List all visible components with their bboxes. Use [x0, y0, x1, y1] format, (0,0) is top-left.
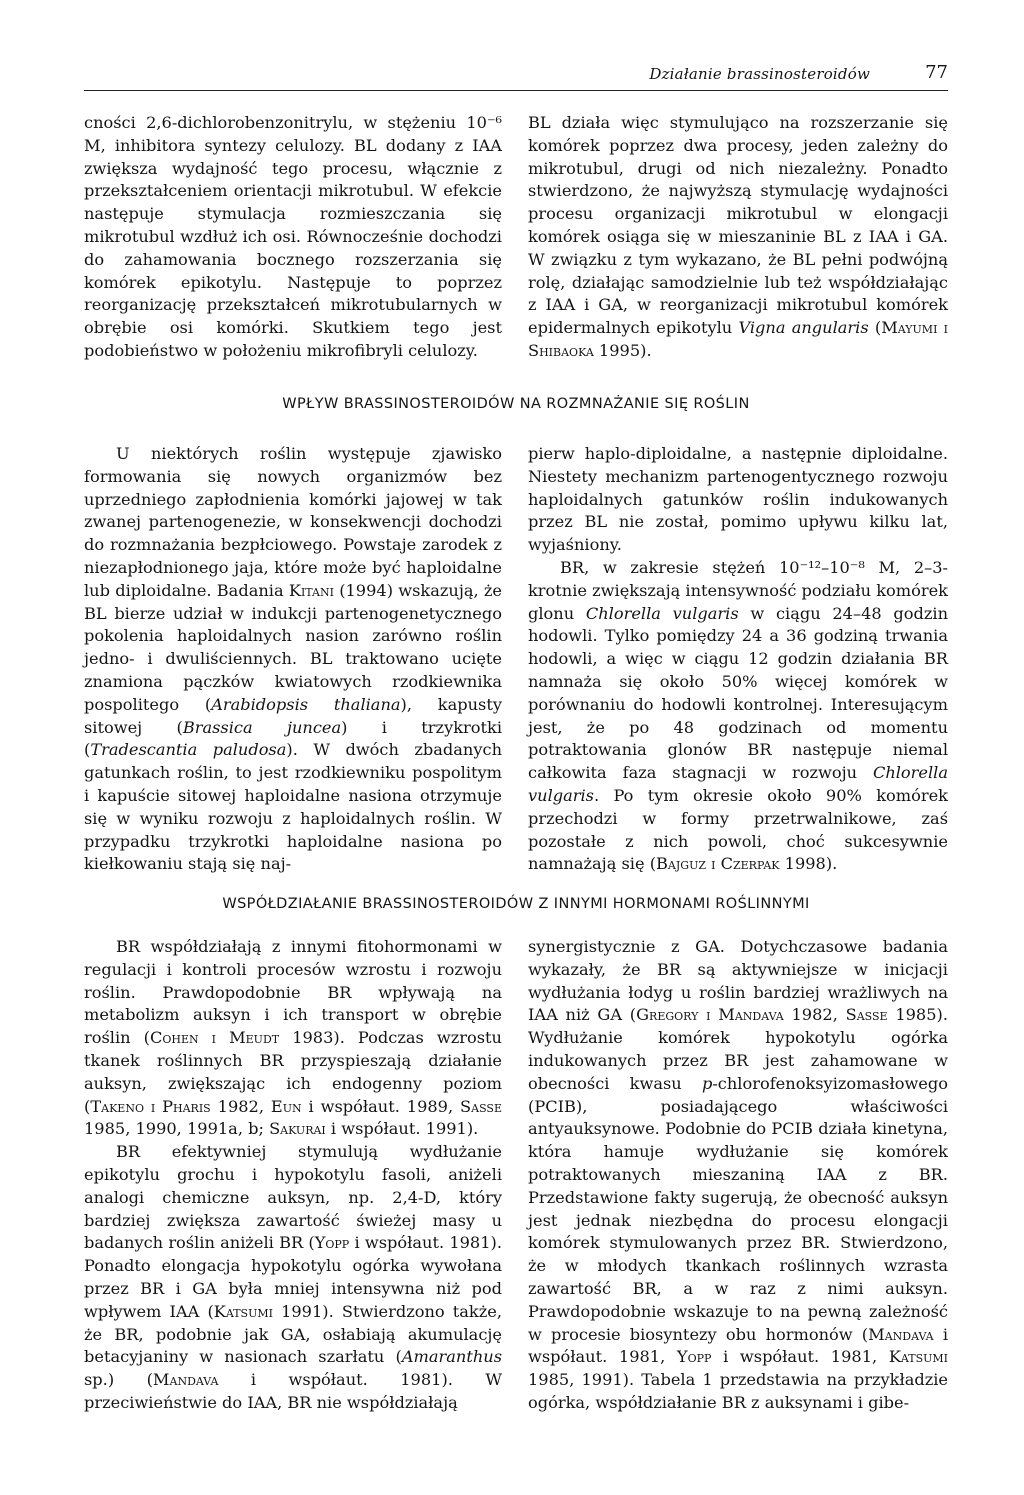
author-citation: Mandava — [152, 1370, 219, 1390]
citation: (Mayumi i Shibaoka 1995). — [528, 318, 948, 360]
text-run: BR, w zakresie stężeń 10⁻¹²–10⁻⁸ M, 2–3-krotnie zwiększają intensywność podziału komórek glonu — [528, 557, 948, 623]
running-header — [84, 62, 948, 91]
author-citation: Yopp — [314, 1233, 350, 1253]
section2-right-paragraph — [528, 936, 948, 1415]
italic-term: Brassica juncea — [182, 717, 342, 737]
author-citation: Sasse — [845, 1005, 888, 1025]
italic-term: Chlorella vulgaris — [585, 603, 739, 623]
italic-term: Amaranthus — [401, 1347, 502, 1367]
author-citation: Cohen i Meudt — [149, 1028, 280, 1048]
top-right-text: BL działa więc stymulująco na rozszerzanie się komórek poprzez dwa procesy, jeden zależny do mikrotubul, drugi od nich niezależny. Ponadto stwierdzono, że najwyższą stymulację wydajności procesu organizacji mikrotubul w elongacji komórek osiąga się w mieszaninie BL z IAA i GA. W związku z tym wykazano, że BL pełni podwójną rolę, działając samodzielnie lub też współdziałając z IAA i GA, w reorganizacji mikrotubul komórek epidermalnych epikotylu — [528, 113, 948, 338]
section2-left-paragraph-2 — [84, 1141, 502, 1415]
text-run: i współaut. 1981, — [528, 1324, 948, 1367]
text-run: 1991). Stwierdzono także, że BR, podobnie jak GA, osłabiają akumulację betacyjaniny w nasionach szarłatu ( — [84, 1301, 502, 1367]
author-citation: Takeno i Pharis — [90, 1096, 211, 1116]
author-citation: Yopp — [676, 1347, 712, 1367]
italic-term: Chlorella vulgaris — [528, 763, 948, 805]
section-heading-hormone-interaction: WSPÓŁDZIAŁANIE BRASSINOSTEROIDÓW Z INNYMI HORMONAMI ROŚLINNYMI — [222, 896, 810, 912]
italic-term: p — [701, 1073, 713, 1093]
top-left-paragraph: cności 2,6-dichlorobenzonitrylu, w stężeniu 10⁻⁶ M, inhibitora syntezy celulozy. BL dodany z IAA zwiększa wydajność tego procesu, włącznie z przekształceniem orientacji mikrotubul. W efekcie następuje stymulacja rozmieszczania się mikrotubul wzdłuż ich osi. Równocześnie dochodzi do zahamowania bocznego rozszerzania się komórek epikotylu. Następuje to poprzez reorganizację przekształceń mikrotubularnych w obrębie osi komórki. Skutkiem tego jest podobieństwo w położeniu mikrofibryli celulozy. — [84, 113, 502, 360]
author-citation: Katsumi — [888, 1347, 948, 1367]
text-run: ) i trzykrotki ( — [84, 717, 502, 760]
species-name: Vigna angularis — [738, 318, 869, 338]
text-run: ). W dwóch zbadanych gatunkach roślin, to jest rzodkiewniku pospolitym i kapuście sitowej haploidalne nasiona otrzymuje się w wyniku rozwoju z haploidalnych roślin. W przypadku trzykrotki haploidalne nasiona po kiełkowaniu stają się naj- — [84, 740, 502, 874]
author-citation: Sasse — [460, 1096, 502, 1116]
text-run: 1985). Wydłużanie komórek hypokotylu ogórka indukowanych przez BR jest zahamowane w obecności kwasu — [528, 1005, 948, 1093]
section1-right-paragraph-1: pierw haplo-diploidalne, a następnie diploidalne. Niestety mechanizm partenogentycznego rozwoju haploidalnych gatunków roślin indukowanych przez BL nie został, pomimo upływu kilku lat, wyjaśniony. — [528, 444, 948, 555]
section2-left-paragraph-1 — [84, 936, 502, 1141]
text-run: (1994) wskazują, że BL bierze udział w indukcji partenogenetycznego pokolenia haploidalnych nasion zarówno roślin jedno- i dwuliściennych. BL traktowano ucięte znamiona pączków kwiatowych rzodkiewnika pospolitego ( — [84, 580, 503, 714]
text-run: i współaut. 1989, — [301, 1096, 461, 1116]
section1-right-paragraph-2 — [528, 557, 948, 876]
author-citation: Sakurai — [269, 1119, 326, 1139]
author-citation: Kitani — [288, 580, 334, 600]
text-run: synergistycznie z GA. Dotychczasowe badania wykazały, że BR są aktywniejsze w inicjacji wydłużania łodyg u roślin bardziej wrażliwych na IAA niż GA ( — [528, 937, 948, 1025]
running-title: Działanie brassinosteroidów — [649, 65, 870, 83]
author-citation: Bajguz i Czerpak — [656, 854, 780, 874]
italic-term: Arabidopsis thaliana — [211, 694, 401, 714]
text-run: w ciągu 24–48 godzin hodowli. Tylko pomiędzy 24 a 36 godziną trwania hodowli, a więc w ciągu 12 godzin działania BR namnaża się około 50% więcej komórek w porównaniu do hodowli kontrolnej. Interesującym jest, że po 48 godzinach od momentu potraktowania glonów BR następuje niemal całkowita faza stagnacji w rozwoju — [528, 603, 949, 783]
author-citation: Gregory i Mandava — [636, 1005, 784, 1025]
text-run: ), kapusty sitowej ( — [84, 694, 502, 737]
text-run: 1985, 1991). Tabela 1 przedstawia na przykładzie ogórka, współdziałanie BR z auksynami i gibe- — [528, 1370, 948, 1412]
text-run: i współaut. 1981). W przeciwieństwie do IAA, BR nie współdziałają — [84, 1370, 503, 1412]
page-number: 77 — [925, 62, 948, 83]
section1-right-column — [528, 443, 948, 876]
section1-left-paragraph — [84, 443, 502, 876]
text-run: BR efektywniej stymulują wydłużanie epikotylu grochu i hypokotylu fasoli, aniżeli analogi chemiczne auksyn, np. 2,4-D, który bardziej zwiększa zawartość świeżej masy u badanych roślin aniżeli BR ( — [84, 1142, 502, 1253]
text-run: 1985, 1990, 1991a, b; — [84, 1119, 270, 1139]
text-run: 1998). — [779, 854, 838, 874]
text-run: 1982, — [210, 1096, 271, 1116]
text-run: . Po tym okresie około 90% komórek przechodzi w formy przetrwalnikowe, zaś pozostałe z nich powoli, choć sukcesywnie namnażają się ( — [528, 785, 948, 874]
text-run: sp.) ( — [84, 1370, 153, 1390]
author-citation: Mandava — [868, 1324, 934, 1344]
text-run: 1982, — [783, 1005, 846, 1025]
text-run: i współaut. 1981, — [711, 1347, 889, 1367]
section2-left-column — [84, 936, 502, 1415]
author-citation: Eun — [270, 1096, 302, 1116]
text-run: 1983). Podczas wzrostu tkanek roślinnych BR przyspieszają działanie auksyn, zwiększając ich endogenny poziom ( — [84, 1028, 502, 1116]
text-run: BR współdziałają z innymi fitohormonami w regulacji i kontroli procesów wzrostu i rozwoju roślin. Prawdopodobnie BR wpływają na metabolizm auksyn i ich transport w obrębie roślin ( — [84, 937, 502, 1048]
text-run: i współaut. 1991). — [325, 1119, 479, 1139]
italic-term: Tradescantia paludosa — [90, 740, 287, 760]
text-run: -chlorofenoksyizomasłowego (PCIB), posiadającego właściwości antyauksynowe. Podobnie do PCIB działa kinetyna, która hamuje wydłużanie się komórek potraktowanych mieszaniną IAA z BR. Przedstawione fakty sugerują, że obecność auksyn jest jednak niezbędna do procesu elongacji komórek stymulowanych przez BR. Stwierdzono, że w młodych tkankach roślinnych wzrasta zawartość BR, a w raz z nimi auksyn. Prawdopodobnie wskazuje to na pewną zależność w procesie biosyntezy obu hormonów ( — [528, 1073, 948, 1344]
text-run: U niektórych roślin występuje zjawisko formowania się nowych organizmów bez uprzedniego zapłodnienia komórki jajowej w tak zwanej partenogenezie, w konsekwencji dochodzi do rozmnażania bezpłciowego. Powstaje zarodek z niezapłodnionego jaja, które może być haploidalne lub diploidalne. Badania — [84, 444, 502, 600]
section-heading-reproduction: WPŁYW BRASSINOSTEROIDÓW NA ROZMNAŻANIE SIĘ ROŚLIN — [282, 396, 750, 412]
author-citation: Katsumi — [213, 1301, 273, 1321]
text-run: i współaut. 1981). Ponadto elongacja hypokotylu ogórka wywołana przez BR i GA była mniej intensywna niż pod wpływem IAA ( — [84, 1233, 502, 1321]
top-right-paragraph — [528, 112, 948, 363]
